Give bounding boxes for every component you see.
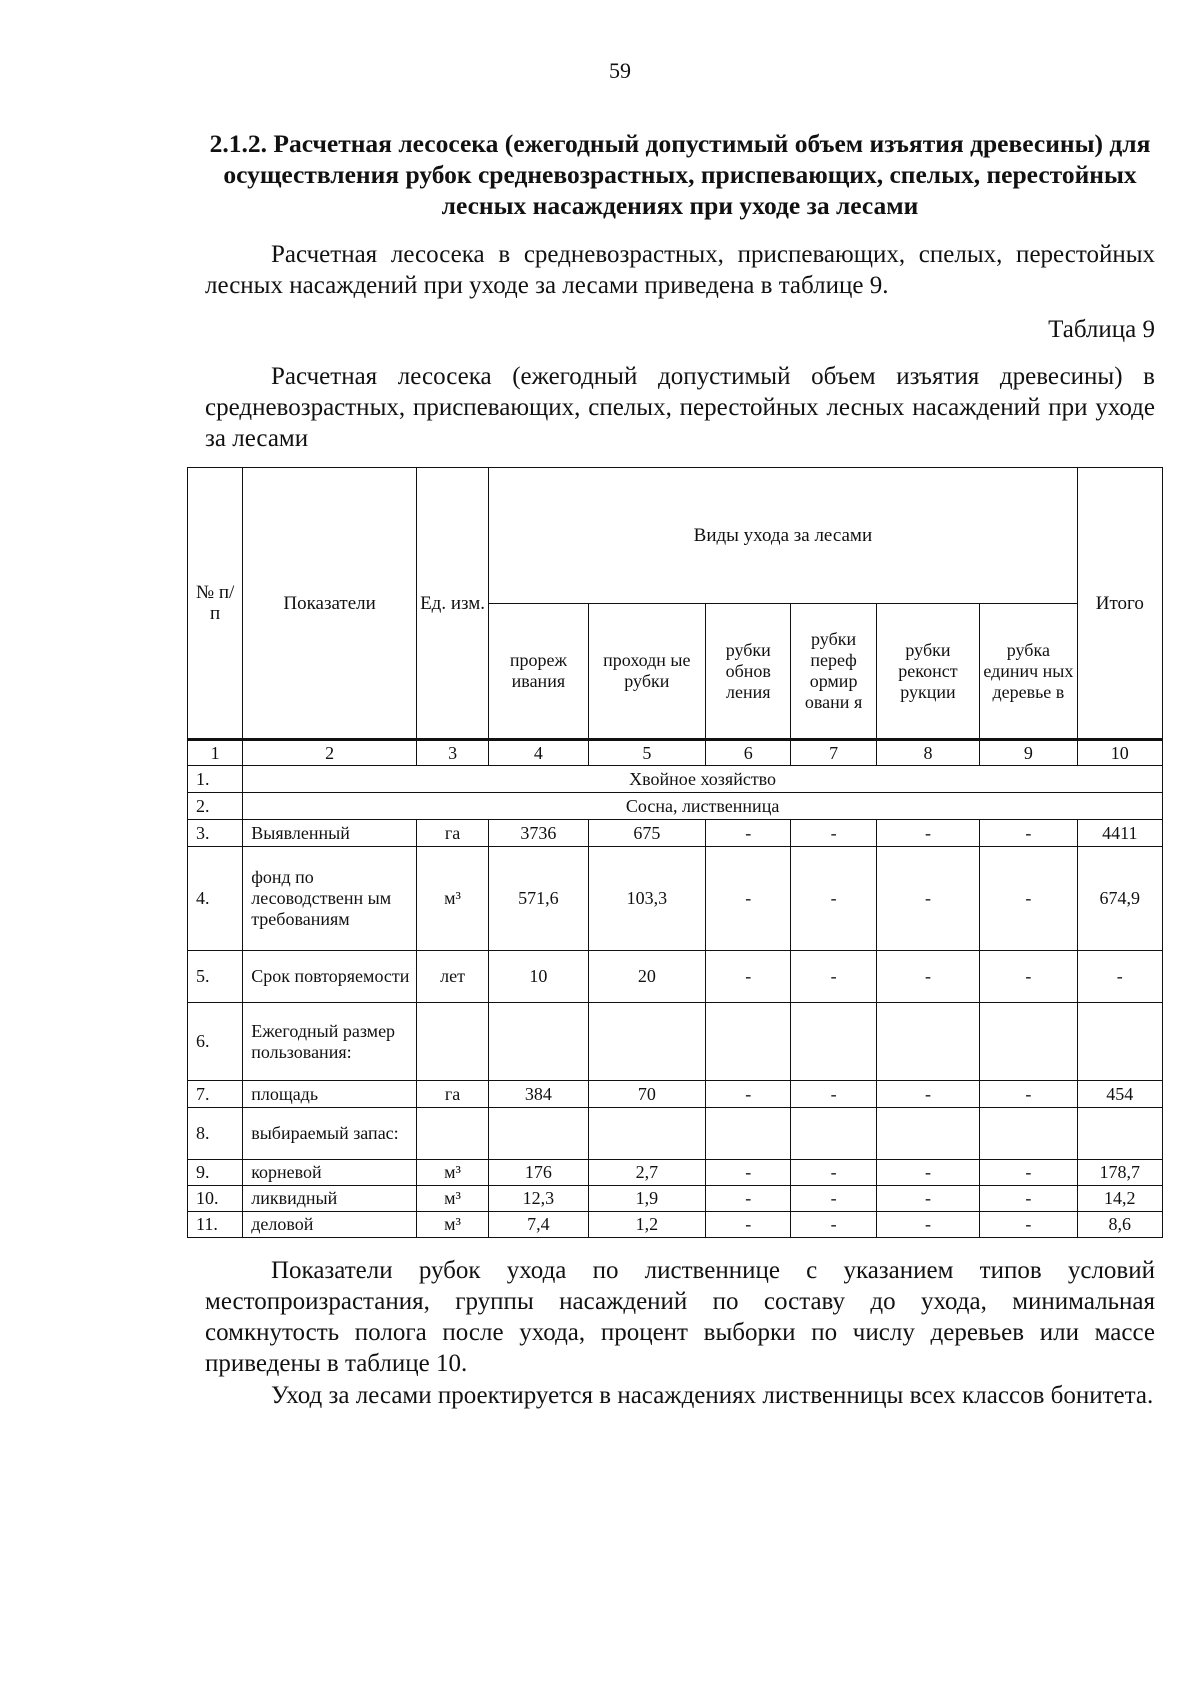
row-value: - (706, 951, 791, 1003)
row-value: - (791, 1160, 876, 1186)
row-unit: лет (416, 951, 488, 1003)
header-indicators: Показатели (243, 468, 417, 740)
row-indicator: ликвидный (243, 1186, 417, 1212)
table-caption: Расчетная лесосека (ежегодный допустимый объем изъятия древесины) в средневозрастных, приспевающих, спелых, перестойных лесных насаждений при уходе за лесами (205, 363, 1155, 452)
row-value: 103,3 (588, 847, 705, 951)
row-value: - (980, 847, 1077, 951)
table-row (188, 820, 1163, 847)
row-indicator: корневой (243, 1160, 417, 1186)
row-value (588, 1003, 705, 1081)
row-unit: га (416, 820, 488, 847)
col-number: 3 (416, 740, 488, 766)
row-num: 6. (188, 1003, 243, 1081)
row-value (588, 1108, 705, 1160)
row-num: 10. (188, 1186, 243, 1212)
header-sub-reformation: рубки переф ормир овани я (791, 604, 876, 740)
row-value (980, 1108, 1077, 1160)
row-indicator: Ежегодный размер пользования: (243, 1003, 417, 1081)
row-value: - (1077, 951, 1162, 1003)
section-row-label: Хвойное хозяйство (243, 766, 1163, 793)
row-value: - (791, 1081, 876, 1108)
row-num: 4. (188, 847, 243, 951)
row-value: 675 (588, 820, 705, 847)
row-value: - (791, 1212, 876, 1238)
table-row (188, 1160, 1163, 1186)
col-number: 9 (980, 740, 1077, 766)
row-value: 571,6 (489, 847, 588, 951)
row-value: - (876, 951, 979, 1003)
col-number: 7 (791, 740, 876, 766)
row-value (980, 1003, 1077, 1081)
paragraph-2: Показатели рубок ухода по лиственнице с указанием типов условий местопроизрастания, группы насаждений по составу до ухода, минимальная сомкнутость полога после ухода, процент выборки по числу деревьев или массе приведены в таблице 10. (205, 1257, 1155, 1377)
row-value: - (876, 1212, 979, 1238)
row-value: 14,2 (1077, 1186, 1162, 1212)
row-value: - (876, 1081, 979, 1108)
col-number: 4 (489, 740, 588, 766)
row-value (1077, 1108, 1162, 1160)
row-value: - (706, 1186, 791, 1212)
row-value (706, 1108, 791, 1160)
header-total: Итого (1077, 468, 1162, 740)
col-number: 8 (876, 740, 979, 766)
row-value: - (791, 1186, 876, 1212)
row-value: - (980, 1160, 1077, 1186)
row-indicator: деловой (243, 1212, 417, 1238)
header-sub-renewal: рубки обнов ления (706, 604, 791, 740)
row-unit: м³ (416, 847, 488, 951)
table-row (188, 1081, 1163, 1108)
row-value: - (980, 1081, 1077, 1108)
row-value (489, 1108, 588, 1160)
row-value: 70 (588, 1081, 705, 1108)
col-number: 2 (243, 740, 417, 766)
row-unit: га (416, 1081, 488, 1108)
row-indicator: выбираемый запас: (243, 1108, 417, 1160)
row-value: 12,3 (489, 1186, 588, 1212)
row-value (1077, 1003, 1162, 1081)
intro-paragraph: Расчетная лесосека в средневозрастных, приспевающих, спелых, перестойных лесных насаждений при уходе за лесами приведена в таблице 9. (205, 241, 1155, 299)
header-sub-passing-cuts: проходн ые рубки (588, 604, 705, 740)
row-value: - (706, 1081, 791, 1108)
row-value: 176 (489, 1160, 588, 1186)
row-value (876, 1003, 979, 1081)
row-num: 3. (188, 820, 243, 847)
row-num: 11. (188, 1212, 243, 1238)
row-indicator: фонд по лесоводственн ым требованиям (243, 847, 417, 951)
row-value: 674,9 (1077, 847, 1162, 951)
col-number: 1 (188, 740, 243, 766)
row-indicator: Выявленный (243, 820, 417, 847)
row-value: - (791, 847, 876, 951)
row-value: - (980, 1186, 1077, 1212)
row-unit: м³ (416, 1212, 488, 1238)
col-number: 10 (1077, 740, 1162, 766)
header-num: № п/п (188, 468, 243, 740)
row-value: 7,4 (489, 1212, 588, 1238)
col-number: 6 (706, 740, 791, 766)
row-value (791, 1003, 876, 1081)
row-value: - (706, 820, 791, 847)
row-num: 8. (188, 1108, 243, 1160)
row-value: 4411 (1077, 820, 1162, 847)
row-value: 1,9 (588, 1186, 705, 1212)
row-value: 3736 (489, 820, 588, 847)
row-value (489, 1003, 588, 1081)
row-num: 1. (188, 766, 243, 793)
row-value (791, 1108, 876, 1160)
header-unit: Ед. изм. (416, 468, 488, 740)
row-num: 5. (188, 951, 243, 1003)
header-sub-reconstruction: рубки реконст рукции (876, 604, 979, 740)
table-label: Таблица 9 (1048, 316, 1155, 343)
row-value: - (876, 820, 979, 847)
row-value: - (706, 1212, 791, 1238)
page-number: 59 (609, 58, 631, 83)
row-value: - (791, 820, 876, 847)
row-value: 384 (489, 1081, 588, 1108)
row-value: - (876, 847, 979, 951)
row-value: - (980, 820, 1077, 847)
row-num: 9. (188, 1160, 243, 1186)
row-value: 10 (489, 951, 588, 1003)
row-value: - (876, 1186, 979, 1212)
row-value (706, 1003, 791, 1081)
header-care-types: Виды ухода за лесами (489, 468, 1077, 604)
row-value: - (706, 1160, 791, 1186)
row-value: - (980, 1212, 1077, 1238)
paragraph-3: Уход за лесами проектируется в насаждениях лиственницы всех классов бонитета. (271, 1382, 1154, 1409)
row-value: 8,6 (1077, 1212, 1162, 1238)
row-num: 2. (188, 793, 243, 820)
row-value: 1,2 (588, 1212, 705, 1238)
row-value: - (980, 951, 1077, 1003)
table-row (188, 1186, 1163, 1212)
row-indicator: Срок повторяемости (243, 951, 417, 1003)
row-value: - (876, 1160, 979, 1186)
row-num: 7. (188, 1081, 243, 1108)
row-value: - (706, 847, 791, 951)
row-value: 20 (588, 951, 705, 1003)
col-number: 5 (588, 740, 705, 766)
section-heading: 2.1.2. Расчетная лесосека (ежегодный допустимый объем изъятия древесины) для осуществления рубок средневозрастных, приспевающих, спелых, перестойных лесных насаждениях при уходе за лесами (209, 129, 1151, 220)
table-row (188, 1108, 1163, 1160)
section-row-label: Сосна, лиственница (243, 793, 1163, 820)
row-value: 454 (1077, 1081, 1162, 1108)
row-indicator: площадь (243, 1081, 417, 1108)
row-unit: м³ (416, 1160, 488, 1186)
row-value (876, 1108, 979, 1160)
table-9 (187, 467, 1163, 1238)
header-sub-single-trees: рубка единич ных деревье в (980, 604, 1077, 740)
table-row (188, 951, 1163, 1003)
table-row (188, 1212, 1163, 1238)
table-row (188, 1003, 1163, 1081)
row-value: 2,7 (588, 1160, 705, 1186)
row-unit: м³ (416, 1186, 488, 1212)
row-unit (416, 1108, 488, 1160)
row-unit (416, 1003, 488, 1081)
row-value: 178,7 (1077, 1160, 1162, 1186)
row-value: - (791, 951, 876, 1003)
header-sub-thinning: прореж ивания (489, 604, 588, 740)
table-row (188, 847, 1163, 951)
